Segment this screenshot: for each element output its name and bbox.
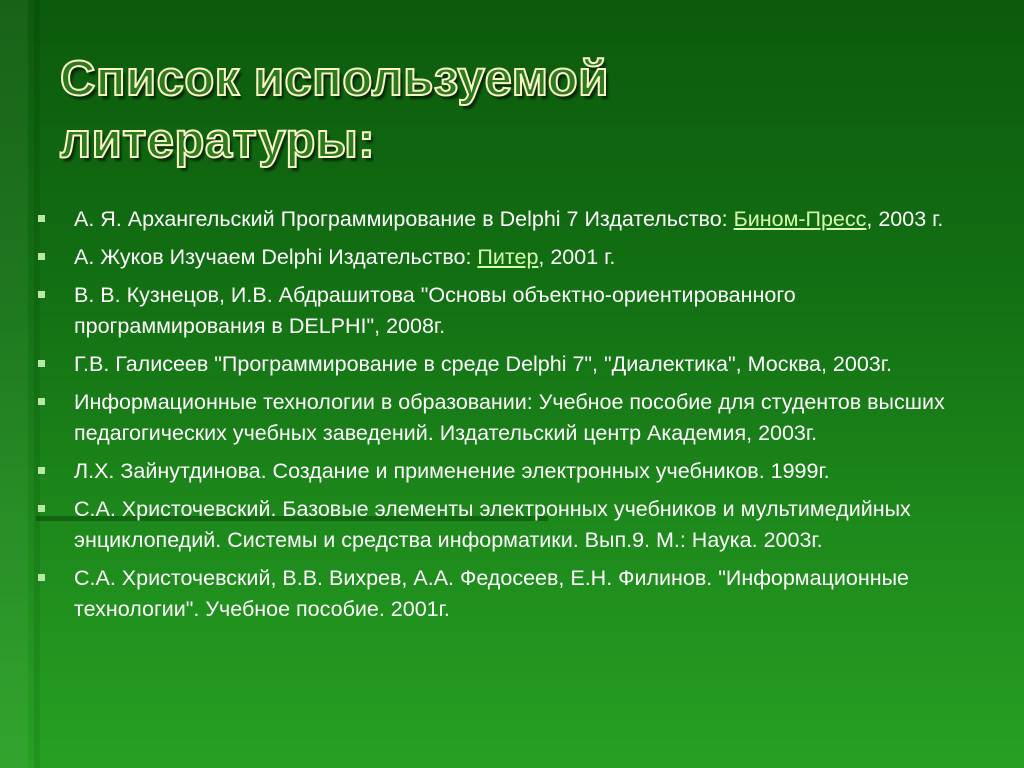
reference-text: С.А. Христочевский, В.В. Вихрев, А.А. Федосеев, Е.Н. Филинов. "Информационные технологии". Учебное пособие. 2001г. xyxy=(74,566,909,621)
slide-title-line: литературы: xyxy=(60,114,376,168)
square-bullet-icon xyxy=(38,360,45,367)
square-bullet-icon xyxy=(38,253,45,260)
reference-item xyxy=(34,563,974,625)
square-bullet-icon xyxy=(38,467,45,474)
publisher-link[interactable]: Питер xyxy=(477,245,539,269)
square-bullet-icon xyxy=(38,291,45,298)
square-bullet-icon xyxy=(38,574,45,581)
reference-item xyxy=(34,349,974,380)
reference-text: Информационные технологии в образовании: Учебное пособие для студентов высших педагогических учебных заведений. Издательский центр Академия, 2003г. xyxy=(74,390,945,445)
slide-title xyxy=(60,48,960,172)
reference-text: А. Я. Архангельский Программирование в Delphi 7 Издательство: xyxy=(74,207,734,231)
reference-item xyxy=(34,280,974,342)
reference-text: А. Жуков Изучаем Delphi Издательство: xyxy=(74,245,478,269)
reference-text: , 2001 г. xyxy=(538,245,616,269)
reference-item xyxy=(34,387,974,449)
reference-item xyxy=(34,242,974,273)
decor-stripe xyxy=(0,0,28,768)
reference-text: Г.В. Галисеев "Программирование в среде Delphi 7", "Диалектика", Москва, 2003г. xyxy=(74,352,892,376)
reference-text: В. В. Кузнецов, И.В. Абдрашитова "Основы объектно-ориентированного программирования в DELPHI", 2008г. xyxy=(74,283,796,338)
square-bullet-icon xyxy=(38,398,45,405)
slide-title-line: Список используемой xyxy=(60,52,609,106)
reference-item xyxy=(34,456,974,487)
reference-text: Л.Х. Зайнутдинова. Создание и применение электронных учебников. 1999г. xyxy=(74,459,830,483)
reference-text: С.А. Христочевский. Базовые элементы электронных учебников и мультимедийных энциклопедий. Системы и средства информатики. Вып.9. М.: Наука. 2003г. xyxy=(74,497,911,552)
reference-item xyxy=(34,494,974,556)
square-bullet-icon xyxy=(38,215,45,222)
reference-list xyxy=(34,204,974,632)
reference-item xyxy=(34,204,974,235)
publisher-link[interactable]: Бином-Пресс xyxy=(733,207,867,231)
square-bullet-icon xyxy=(38,505,45,512)
reference-text: , 2003 г. xyxy=(866,207,944,231)
